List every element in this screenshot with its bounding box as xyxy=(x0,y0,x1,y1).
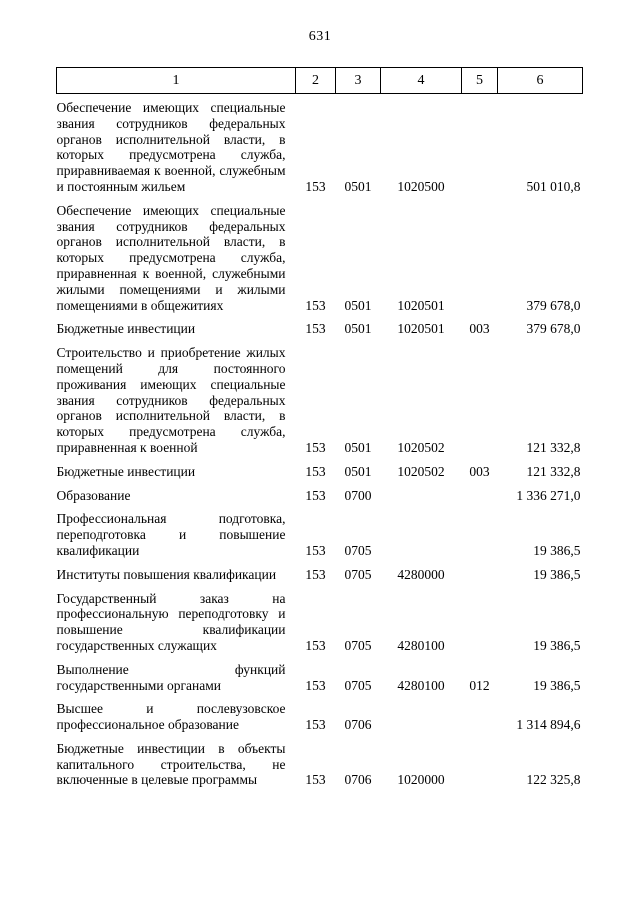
row-expense-type xyxy=(462,345,498,464)
row-target-article: 1020502 xyxy=(397,439,445,455)
row-section-code: 0705 xyxy=(344,677,372,693)
row-section-code: 0705 xyxy=(344,637,372,653)
row-amount: 1 314 894,6 xyxy=(516,717,581,733)
row-amount: 501 010,8 xyxy=(526,178,581,194)
row-amount: 19 386,5 xyxy=(533,566,581,582)
table-row xyxy=(57,488,583,512)
row-target-article xyxy=(381,488,462,512)
row-ministry-code: 153 xyxy=(305,439,326,455)
table-row xyxy=(57,203,583,322)
row-target-article xyxy=(381,511,462,566)
row-ministry-code: 153 xyxy=(305,542,326,558)
table-row xyxy=(57,567,583,591)
row-amount: 122 325,8 xyxy=(526,772,581,788)
column-header-3: 3 xyxy=(336,68,381,94)
row-description: Государственный заказ на профессиональную переподготовку и повышение квалификации государственных служащих xyxy=(56,590,286,653)
row-target-article: 4280100 xyxy=(397,637,445,653)
row-section-code: 0700 xyxy=(344,487,372,503)
table-row xyxy=(57,321,583,345)
table-row xyxy=(57,662,583,702)
table-header-row xyxy=(57,68,583,94)
row-ministry-code: 153 xyxy=(305,487,326,503)
row-ministry-code: 153 xyxy=(305,463,326,479)
row-description: Профессиональная подготовка, переподготовка и повышение квалификации xyxy=(56,511,286,558)
row-section-code: 0706 xyxy=(344,772,372,788)
row-expense-type xyxy=(462,741,498,796)
row-expense-type: 003 xyxy=(469,321,490,337)
table-row xyxy=(57,345,583,464)
table-row xyxy=(57,701,583,741)
column-header-1: 1 xyxy=(57,68,296,94)
row-description: Обеспечение имеющих специальные звания сотрудников федеральных органов исполнительной власти, в которых предусмотрена служба, приравненная к военной, служебными жилыми помещениями и жилыми помещениями в общежитиях xyxy=(56,202,286,313)
row-section-code: 0705 xyxy=(344,542,372,558)
row-ministry-code: 153 xyxy=(305,321,326,337)
row-ministry-code: 153 xyxy=(305,677,326,693)
table-row xyxy=(57,591,583,662)
row-ministry-code: 153 xyxy=(305,772,326,788)
row-target-article: 1020502 xyxy=(397,463,445,479)
row-target-article: 4280100 xyxy=(397,677,445,693)
row-description: Институты повышения квалификации xyxy=(56,566,277,582)
row-expense-type xyxy=(462,203,498,322)
row-expense-type xyxy=(462,591,498,662)
table-row xyxy=(57,741,583,796)
row-description: Бюджетные инвестиции в объекты капитального строительства, не включенные в целевые программы xyxy=(56,740,286,788)
row-target-article: 1020501 xyxy=(397,321,445,337)
row-target-article xyxy=(381,701,462,741)
row-expense-type xyxy=(462,511,498,566)
row-description: Образование xyxy=(56,487,131,503)
table-row xyxy=(57,464,583,488)
column-header-6: 6 xyxy=(498,68,583,94)
row-section-code: 0501 xyxy=(344,178,372,194)
row-amount: 379 678,0 xyxy=(526,297,581,313)
row-description: Высшее и послевузовское профессиональное образование xyxy=(56,701,286,733)
row-expense-type xyxy=(462,488,498,512)
budget-table xyxy=(56,67,583,796)
row-ministry-code: 153 xyxy=(305,717,326,733)
row-section-code: 0501 xyxy=(344,297,372,313)
table-row xyxy=(57,94,583,203)
row-section-code: 0501 xyxy=(344,463,372,479)
row-ministry-code: 153 xyxy=(305,566,326,582)
row-target-article: 1020501 xyxy=(397,297,445,313)
row-section-code: 0705 xyxy=(344,566,372,582)
row-description: Бюджетные инвестиции xyxy=(56,321,196,337)
row-target-article: 1020000 xyxy=(397,772,445,788)
table-row xyxy=(57,511,583,566)
column-header-4: 4 xyxy=(381,68,462,94)
row-ministry-code: 153 xyxy=(305,178,326,194)
row-description: Обеспечение имеющих специальные звания сотрудников федеральных органов исполнительной власти, в которых предусмотрена служба, приравниваемая к военной, служебным и постоянным жильем xyxy=(56,100,286,194)
row-expense-type xyxy=(462,701,498,741)
row-description: Бюджетные инвестиции xyxy=(56,463,196,479)
row-amount: 121 332,8 xyxy=(526,439,581,455)
row-expense-type: 012 xyxy=(469,677,490,693)
row-target-article: 1020500 xyxy=(397,178,445,194)
row-amount: 121 332,8 xyxy=(526,463,581,479)
row-ministry-code: 153 xyxy=(305,297,326,313)
column-header-2: 2 xyxy=(296,68,336,94)
column-header-5: 5 xyxy=(462,68,498,94)
row-amount: 379 678,0 xyxy=(526,321,581,337)
row-target-article: 4280000 xyxy=(397,566,445,582)
row-amount: 1 336 271,0 xyxy=(516,487,581,503)
row-section-code: 0501 xyxy=(344,321,372,337)
row-description: Выполнение функций государственными органами xyxy=(56,661,286,693)
row-section-code: 0501 xyxy=(344,439,372,455)
row-amount: 19 386,5 xyxy=(533,637,581,653)
row-ministry-code: 153 xyxy=(305,637,326,653)
page-number: 631 xyxy=(308,29,332,44)
row-expense-type xyxy=(462,94,498,203)
row-amount: 19 386,5 xyxy=(533,542,581,558)
row-description: Строительство и приобретение жилых помещений для постоянного проживания имеющих специальные звания сотрудников федеральных органов исполнительной власти, в которых предусмотрена служба, приравненная к военной xyxy=(56,345,286,455)
row-expense-type xyxy=(462,567,498,591)
row-amount: 19 386,5 xyxy=(533,677,581,693)
row-expense-type: 003 xyxy=(469,463,490,479)
row-section-code: 0706 xyxy=(344,717,372,733)
